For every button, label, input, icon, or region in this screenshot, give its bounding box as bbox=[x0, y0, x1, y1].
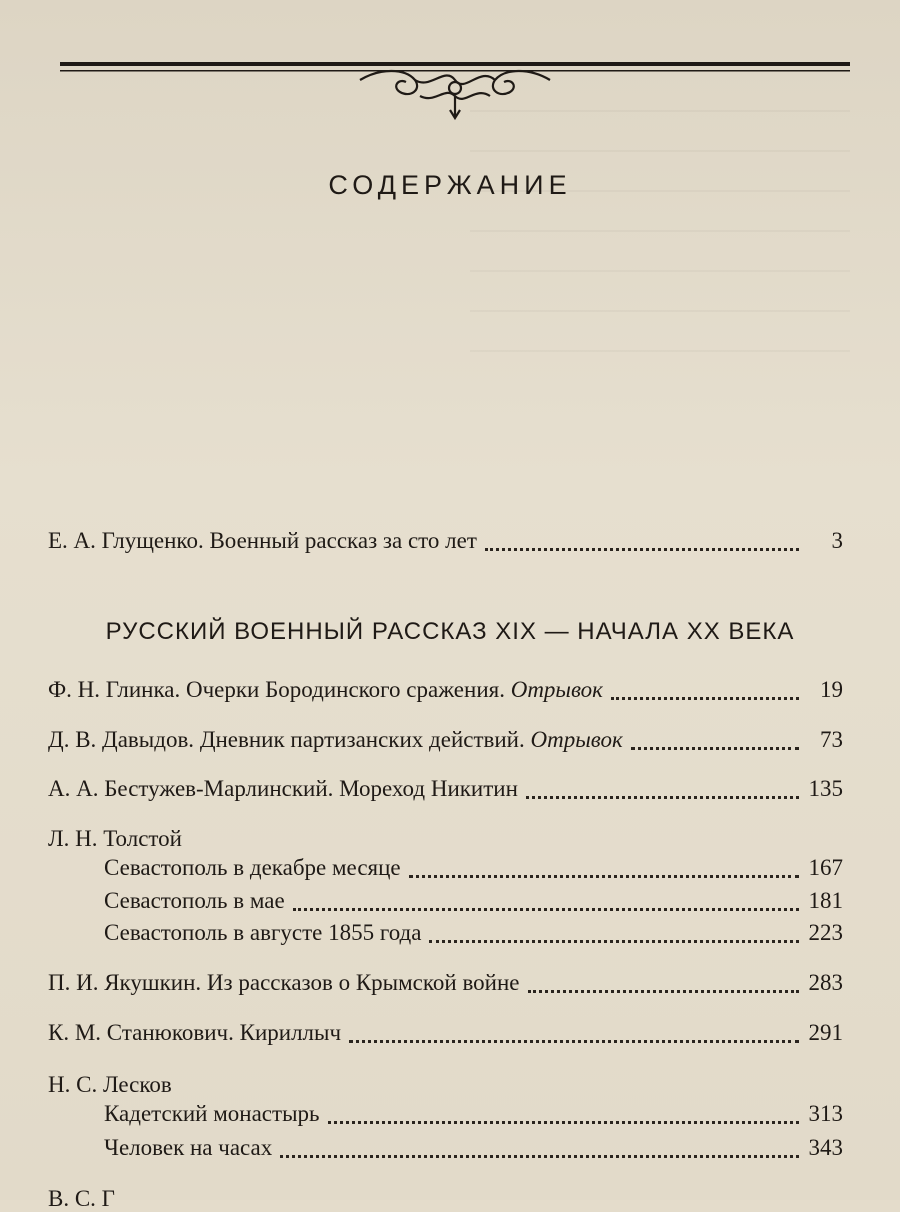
entry-author: Е. А. Глущенко. bbox=[48, 528, 204, 553]
entry-author: Д. В. Давыдов. bbox=[48, 727, 195, 752]
toc-entry[interactable] bbox=[48, 1018, 843, 1048]
dot-leader bbox=[328, 1121, 799, 1124]
dot-leader bbox=[485, 548, 799, 551]
dot-leader bbox=[349, 1040, 799, 1043]
entry-title: Севастополь в декабре месяце bbox=[104, 855, 401, 880]
toc-subentry[interactable] bbox=[104, 886, 843, 916]
entry-title: Дневник партизанских действий. bbox=[199, 727, 525, 752]
entry-page-number: 291 bbox=[808, 1020, 843, 1045]
toc-subentry[interactable] bbox=[104, 1099, 843, 1129]
entry-title: Очерки Бородинского сражения. bbox=[185, 677, 505, 702]
entry-page-number: 181 bbox=[808, 888, 843, 913]
entry-title: Человек на часах bbox=[104, 1135, 273, 1160]
entry-page-number: 19 bbox=[820, 677, 843, 702]
entry-page-number: 135 bbox=[808, 776, 843, 801]
entry-note: Отрывок bbox=[510, 677, 603, 702]
entry-title: Мореход Никитин bbox=[339, 776, 518, 801]
entry-title: Севастополь в мае bbox=[104, 888, 285, 913]
entry-page-number: 73 bbox=[820, 727, 843, 752]
dot-leader bbox=[280, 1155, 799, 1158]
entry-page-number: 313 bbox=[808, 1101, 843, 1126]
entry-title: Севастополь в августе 1855 года bbox=[104, 920, 422, 945]
entry-author: П. И. Якушкин. bbox=[48, 970, 202, 995]
entry-author: К. М. Станюкович. bbox=[48, 1020, 234, 1045]
entry-note: Отрывок bbox=[530, 727, 623, 752]
toc-subentry[interactable] bbox=[104, 918, 843, 948]
author-heading: Н. С. Лесков bbox=[48, 1072, 172, 1097]
toc-entry[interactable] bbox=[48, 968, 843, 998]
entry-page-number: 223 bbox=[808, 920, 843, 945]
dot-leader bbox=[631, 747, 799, 750]
toc-subentry[interactable] bbox=[104, 1133, 843, 1163]
entry-title: Из рассказов о Крымской войне bbox=[206, 970, 520, 995]
entry-page-number: 167 bbox=[808, 855, 843, 880]
toc-entry-intro[interactable] bbox=[48, 526, 843, 556]
ornament-divider-icon bbox=[60, 46, 850, 126]
entry-page-number: 3 bbox=[831, 528, 843, 553]
entry-page-number: 343 bbox=[808, 1135, 843, 1160]
dot-leader bbox=[429, 940, 799, 943]
entry-title: Кадетский монастырь bbox=[104, 1101, 320, 1126]
dot-leader bbox=[526, 796, 799, 799]
dot-leader bbox=[611, 697, 799, 700]
author-heading: Л. Н. Толстой bbox=[48, 826, 182, 851]
page-title: СОДЕРЖАНИЕ bbox=[328, 170, 572, 200]
toc-entry[interactable] bbox=[48, 774, 843, 804]
toc-subentry[interactable] bbox=[104, 853, 843, 883]
entry-title: Военный рассказ за сто лет bbox=[209, 528, 477, 553]
entry-title: Кириллыч bbox=[239, 1020, 342, 1045]
entry-author: А. А. Бестужев-Марлинский. bbox=[48, 776, 334, 801]
toc-entry[interactable] bbox=[48, 675, 843, 705]
entry-page-number: 283 bbox=[808, 970, 843, 995]
toc-entry[interactable] bbox=[48, 725, 843, 755]
section-heading: РУССКИЙ ВОЕННЫЙ РАССКАЗ XIX — НАЧАЛА XX ВЕКА bbox=[105, 618, 795, 645]
dot-leader bbox=[293, 908, 799, 911]
dot-leader bbox=[409, 875, 799, 878]
dot-leader bbox=[528, 990, 800, 993]
entry-author: Ф. Н. Глинка. bbox=[48, 677, 181, 702]
cut-off-entry: В. С. Г bbox=[48, 1186, 115, 1211]
